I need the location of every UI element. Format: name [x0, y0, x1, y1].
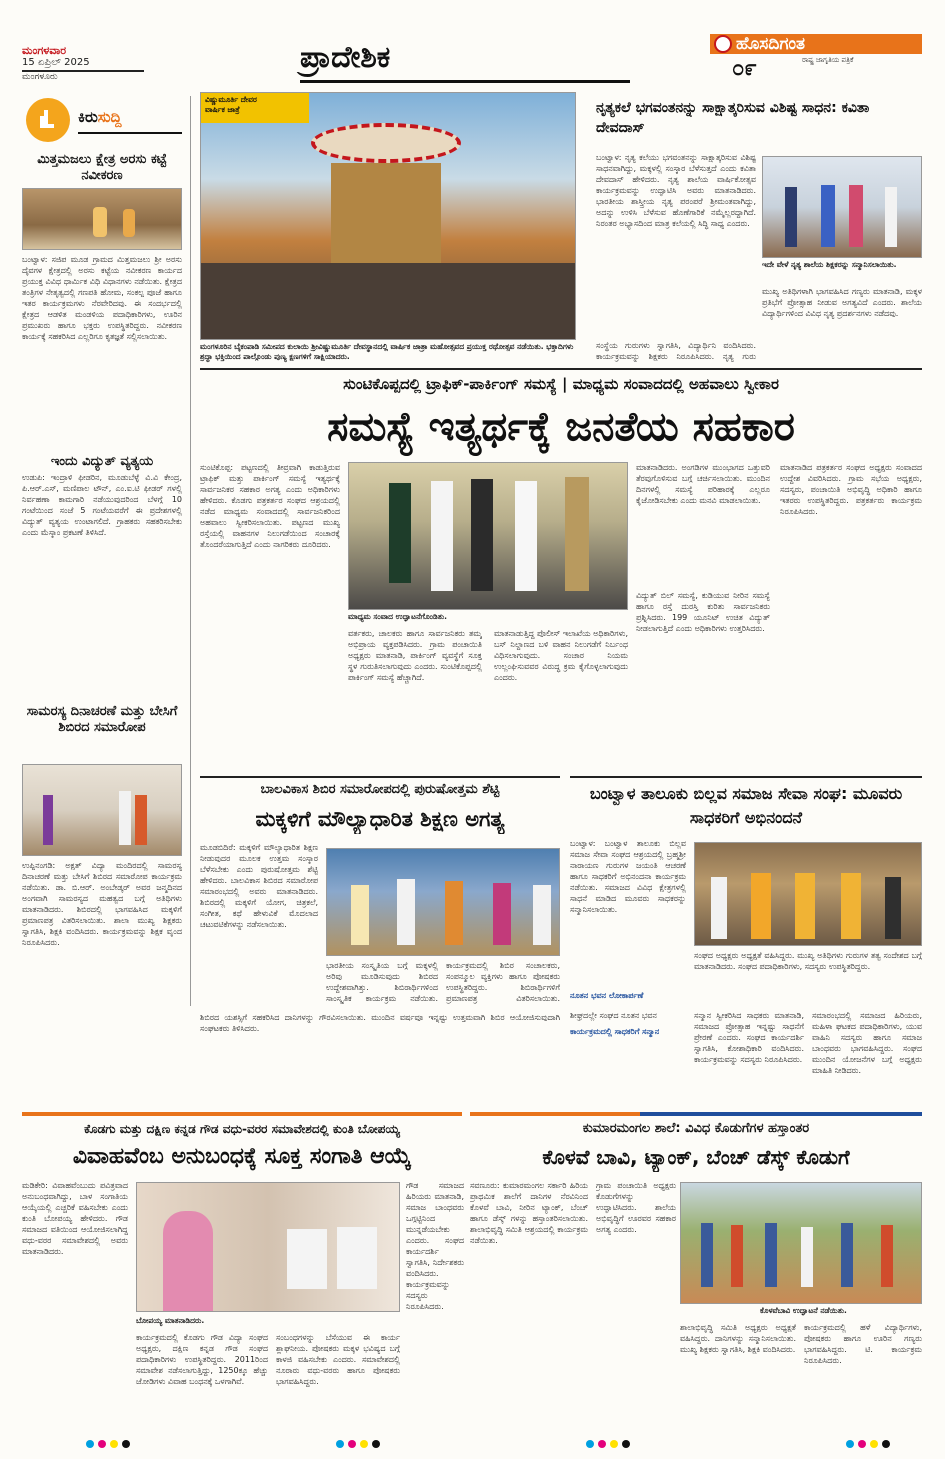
main-kicker: ಸುಂಟಿಕೊಪ್ಪದಲ್ಲಿ ಟ್ರಾಫಿಕ್-ಪಾರ್ಕಿಂಗ್ ಸಮಸ್ಯೆ | ಮಾಧ್ಯಮ ಸಂವಾದದಲ್ಲಿ ಅಹವಾಲು ಸ್ವೀಕಾರ	[343, 375, 779, 393]
day-label: ಮಂಗಳವಾರ	[22, 44, 67, 57]
school-col-2: ಗ್ರಾಮ ಪಂಚಾಯಿತಿ ಅಧ್ಯಕ್ಷರು ಕೊಡುಗೆಗಳನ್ನು ಉದ್ಘಾಟಿಸಿದರು. ಶಾಲೆಯ ಅಭಿವೃದ್ಧಿಗೆ ಊರವರ ಸಹಕಾರ ಅಗತ್ಯ ಎಂದರು.	[596, 1181, 676, 1234]
school-col-3: ಶಾಲಾಭಿವೃದ್ಧಿ ಸಮಿತಿ ಅಧ್ಯಕ್ಷರು ಅಧ್ಯಕ್ಷತೆ ವಹಿಸಿದ್ದರು. ದಾನಿಗಳನ್ನು ಸನ್ಮಾನಿಸಲಾಯಿತು. ಮುಖ್ಯ ಶಿಕ್ಷಕರು ಸ್ವಾಗತಿಸಿ, ಶಿಕ್ಷಕಿ ವಂದಿಸಿದರು.	[680, 1323, 796, 1354]
registration-dots-left	[86, 1440, 146, 1450]
school-photo	[680, 1182, 922, 1304]
main-col-extra	[200, 742, 922, 768]
dance-photo-caption: ಇದೇ ವೇಳೆ ನೃತ್ಯ ಶಾಲೆಯ ಶಿಕ್ಷಕರನ್ನು ಸನ್ಮಾನಿಸಲಾಯಿತು.	[762, 260, 897, 269]
school-col-1: ಸವಣೂರು: ಕುಮಾರಮಂಗಲ ಸರ್ಕಾರಿ ಹಿರಿಯ ಪ್ರಾಥಮಿಕ ಶಾಲೆಗೆ ದಾನಿಗಳ ನೆರವಿನಿಂದ ಕೊಳವೆ ಬಾವಿ, ನೀರಿನ ಟ್ಯಾಂಕ್, ಬೆಂಚ್ ಹಾಗೂ ಡೆಸ್ಕ್ ಗಳನ್ನು ಹಸ್ತಾಂತರಿಸಲಾಯಿತು. ಶಾಲಾಭಿವೃದ್ಧಿ ಸಮಿತಿ ಆಶ್ರಯದಲ್ಲಿ ಕಾರ್ಯಕ್ರಮ ನಡೆಯಿತು.	[470, 1181, 588, 1245]
masthead-rule	[300, 80, 630, 83]
school-col-4: ಕಾರ್ಯಕ್ರಮದಲ್ಲಿ ಹಳೆ ವಿದ್ಯಾರ್ಥಿಗಳು, ಪೋಷಕರು ಹಾಗೂ ಊರಿನ ಗಣ್ಯರು ಭಾಗವಹಿಸಿದ್ದರು. ಟಿ. ಕಾರ್ಯಕ್ರಮ ನಿರೂಪಿಸಿದರು.	[804, 1323, 922, 1365]
registration-dots-mid2	[586, 1440, 646, 1450]
billava-body-3: ಸನ್ಮಾನ ಸ್ವೀಕರಿಸಿದ ಸಾಧಕರು ಮಾತನಾಡಿ, ಸಮಾಜದ ಪ್ರೋತ್ಸಾಹ ಇನ್ನಷ್ಟು ಸಾಧನೆಗೆ ಪ್ರೇರಣೆ ಎಂದರು. ಸಂಘದ ಕಾರ್ಯದರ್ಶಿ ಸ್ವಾಗತಿಸಿ, ಕೋಶಾಧಿಕಾರಿ ವಂದಿಸಿದರು. ಕಾರ್ಯಕ್ರಮವನ್ನು ಸದಸ್ಯರು ನಿರೂಪಿಸಿದರು.	[694, 1011, 804, 1064]
billava-body-2: ಸಂಘದ ಅಧ್ಯಕ್ಷರು ಅಧ್ಯಕ್ಷತೆ ವಹಿಸಿದ್ದರು. ಮುಖ್ಯ ಅತಿಥಿಗಳು ಗುರುಗಳ ತತ್ವ ಸಂದೇಶದ ಬಗ್ಗೆ ಮಾತನಾಡಿದರು. ಸಂಘದ ಪದಾಧಿಕಾರಿಗಳು, ಸದಸ್ಯರು ಉಪಸ್ಥಿತರಿದ್ದರು.	[694, 951, 922, 971]
registration-dots-right	[846, 1440, 906, 1450]
page-number: ೦೯	[732, 56, 757, 81]
section-title: ಪ್ರಾದೇಶಿಕ	[300, 40, 391, 75]
brand-logo-icon	[714, 35, 732, 53]
camp-headline: ಮಕ್ಕಳಿಗೆ ಮೌಲ್ಯಾಧಾರಿತ ಶಿಕ್ಷಣ ಅಗತ್ಯ	[255, 807, 505, 831]
brief3-photo	[22, 764, 182, 856]
main-photo	[348, 462, 628, 610]
gowda-kicker: ಕೊಡಗು ಮತ್ತು ದಕ್ಷಿಣ ಕನ್ನಡ ಗೌಡ ವಧು-ವರರ ಸಮಾವೇಶದಲ್ಲಿ ಕುಂತಿ ಬೋಪಯ್ಯ	[84, 1122, 400, 1136]
gowda-col-1: ಮಡಿಕೇರಿ: ವಿವಾಹವೆಂಬುದು ಪವಿತ್ರವಾದ ಅನುಬಂಧವಾಗಿದ್ದು, ಬಾಳ ಸಂಗಾತಿಯ ಆಯ್ಕೆಯಲ್ಲಿ ಎಚ್ಚರಿಕೆ ವಹಿಸಬೇಕು ಎಂದು ಕುಂತಿ ಬೋಪಯ್ಯ ಹೇಳಿದರು. ಗೌಡ ಸಮಾಜದ ವತಿಯಿಂದ ಆಯೋಜಿಸಲಾಗಿದ್ದ ವಧು-ವರರ ಸಮಾವೇಶದಲ್ಲಿ ಅವರು ಮಾತನಾಡಿದರು.	[22, 1181, 128, 1256]
camp-photo	[326, 848, 560, 956]
brand-block	[710, 34, 922, 84]
city-label: ಮಂಗಳೂರು	[22, 72, 58, 82]
camp-col-1: ಮೂಡಬಿದಿರೆ: ಮಕ್ಕಳಿಗೆ ಮೌಲ್ಯಾಧಾರಿತ ಶಿಕ್ಷಣ ನೀಡುವುದರ ಮೂಲಕ ಉತ್ತಮ ಸಂಸ್ಕಾರ ಬೆಳೆಸಬೇಕು ಎಂದು ಪುರುಷೋತ್ತಮ ಶೆಟ್ಟಿ ಹೇಳಿದರು. ಬಾಲವಿಕಾಸ ಶಿಬಿರದ ಸಮಾರೋಪ ಸಮಾರಂಭದಲ್ಲಿ ಅವರು ಮಾತನಾಡಿದರು. ಶಿಬಿರದಲ್ಲಿ ಮಕ್ಕಳಿಗೆ ಯೋಗ, ಚಿತ್ರಕಲೆ, ಸಂಗೀತ, ಕಥೆ ಹೇಳುವಿಕೆ ಮೊದಲಾದ ಚಟುವಟಿಕೆಗಳನ್ನು ನಡೆಸಲಾಯಿತು.	[200, 843, 318, 929]
kirusuddi-label	[78, 108, 122, 126]
brief3-headline: ಸಾಮರಸ್ಯ ದಿನಾಚರಣೆ ಮತ್ತು ಬೇಸಿಗೆ ಶಿಬಿರದ ಸಮಾರೋಪ	[26, 704, 178, 735]
date-box	[22, 44, 142, 83]
billava-sub-1-detail: ಶೀಘ್ರದಲ್ಲೇ ಸಂಘದ ನೂತನ ಭವನ	[570, 1011, 657, 1020]
billava-top-rule	[570, 776, 922, 778]
dance-headline: ನೃತ್ಯಕಲೆ ಭಗವಂತನನ್ನು ಸಾಕ್ಷಾತ್ಕರಿಸುವ ವಿಶಿಷ್ಟ ಸಾಧನ: ಕವಿತಾ ದೇವದಾಸ್	[596, 100, 870, 136]
dance-body-1: ಬಂಟ್ವಾಳ: ನೃತ್ಯ ಕಲೆಯು ಭಗವಂತನನ್ನು ಸಾಕ್ಷಾತ್ಕರಿಸುವ ವಿಶಿಷ್ಟ ಸಾಧನವಾಗಿದ್ದು, ಮಕ್ಕಳಲ್ಲಿ ಸಂಸ್ಕಾರ ಬೆಳೆಸುತ್ತದೆ ಎಂದು ಕವಿತಾ ದೇವದಾಸ್ ಹೇಳಿದರು. ನೃತ್ಯ ಶಾಲೆಯ ವಾರ್ಷಿಕೋತ್ಸವ ಕಾರ್ಯಕ್ರಮವನ್ನು ಉದ್ಘಾಟಿಸಿ ಅವರು ಮಾತನಾಡಿದರು. ಭಾರತೀಯ ಶಾಸ್ತ್ರೀಯ ನೃತ್ಯ ಪರಂಪರೆ ಶ್ರೀಮಂತವಾಗಿದ್ದು, ಅದನ್ನು ಉಳಿಸಿ ಬೆಳೆಸುವ ಹೊಣೆಗಾರಿಕೆ ನಮ್ಮೆಲ್ಲರದ್ದಾಗಿದೆ. ನಿರಂತರ ಅಭ್ಯಾಸದಿಂದ ಮಾತ್ರ ಕಲೆಯಲ್ಲಿ ಸಿದ್ಧಿ ಸಾಧ್ಯ ಎಂದರು.	[596, 153, 756, 228]
billava-sub-1	[570, 990, 686, 1006]
jatre-tag-line2: ವಾರ್ಷಿಕ ಜಾತ್ರೆ	[205, 105, 240, 114]
brief2-body: ಉಡುಪಿ: ಇಂದ್ರಾಳಿ ಫೀಡರಿನ, ಮೂಡುಬೆಳ್ಳೆ ವಿ.ವಿ ಕೇಂದ್ರ, ಪಿ.ಆರ್.ಎಸ್, ಮಣಿಪಾಲ ಟೌನ್, ಎಂ.ಐ.ಟಿ ಫೀಡರ್ ಗಳಲ್ಲಿ ನಿರ್ವಹಣಾ ಕಾಮಗಾರಿ ನಡೆಯುವುದರಿಂದ ಬೆಳಗ್ಗೆ 10 ಗಂಟೆಯಿಂದ ಸಂಜೆ 5 ಗಂಟೆಯವರೆಗೆ ಈ ಪ್ರದೇಶಗಳಲ್ಲಿ ವಿದ್ಯುತ್ ವ್ಯತ್ಯಯ ಉಂಟಾಗಲಿದೆ. ಗ್ರಾಹಕರು ಸಹಕರಿಸಬೇಕು ಎಂದು ಮೆಸ್ಕಾಂ ಪ್ರಕಟಣೆ ತಿಳಿಸಿದೆ.	[22, 473, 182, 537]
main-headline: ಸಮಸ್ಯೆ ಇತ್ಯರ್ಥಕ್ಕೆ ಜನತೆಯ ಸಹಕಾರ	[327, 404, 795, 450]
jatre-photo	[200, 92, 576, 340]
bottom-blue-rule-right	[640, 1112, 922, 1116]
bottom-orange-rule-left	[22, 1112, 462, 1116]
gowda-col-4: ಗೌಡ ಸಮಾಜದ ಹಿರಿಯರು ಮಾತನಾಡಿ, ಸಮಾಜ ಬಾಂಧವರು ಒಗ್ಗಟ್ಟಿನಿಂದ ಮುನ್ನಡೆಯಬೇಕು ಎಂದರು. ಸಂಘದ ಕಾರ್ಯದರ್ಶಿ ಸ್ವಾಗತಿಸಿ, ನಿರ್ದೇಶಕರು ವಂದಿಸಿದರು. ಕಾರ್ಯಕ್ರಮವನ್ನು ಸದಸ್ಯರು ನಿರೂಪಿಸಿದರು.	[406, 1181, 464, 1311]
school-headline: ಕೊಳವೆ ಬಾವಿ, ಟ್ಯಾಂಕ್, ಬೆಂಚ್ ಡೆಸ್ಕ್ ಕೊಡುಗೆ	[542, 1145, 850, 1169]
main-photo-caption: ಮಾಧ್ಯಮ ಸಂವಾದ ಉದ್ಘಾಟನೆಗೊಂಡಿತು.	[348, 612, 447, 621]
registration-dots-mid	[336, 1440, 396, 1450]
gowda-col-2: ಕಾರ್ಯಕ್ರಮದಲ್ಲಿ ಕೊಡಗು ಗೌಡ ವಿದ್ಯಾ ಸಂಘದ ಅಧ್ಯಕ್ಷರು, ದಕ್ಷಿಣ ಕನ್ನಡ ಗೌಡ ಸಂಘದ ಪದಾಧಿಕಾರಿಗಳು ಉಪಸ್ಥಿತರಿದ್ದರು. 2011ರಿಂದ ಸಮಾವೇಶ ನಡೆಸಲಾಗುತ್ತಿದ್ದು, 1250ಕ್ಕೂ ಹೆಚ್ಚು ಜೋಡಿಗಳು ವಿವಾಹ ಬಂಧನಕ್ಕೆ ಒಳಗಾಗಿವೆ.	[136, 1333, 268, 1386]
gowda-headline: ವಿವಾಹವೆಂಬ ಅನುಬಂಧಕ್ಕೆ ಸೂಕ್ತ ಸಂಗಾತಿ ಆಯ್ಕೆ	[72, 1144, 412, 1169]
billava-sub-1-label: ನೂತನ ಭವನ ಲೋಕಾರ್ಪಣೆ	[570, 991, 644, 1000]
kiru-text: ಕಿರು	[78, 108, 98, 126]
school-photo-caption: ಕೊಳವೆಬಾವಿ ಉದ್ಘಾಟನೆ ನಡೆಯಿತು.	[760, 1306, 847, 1315]
billava-sub-2	[570, 1026, 686, 1050]
main-top-rule	[200, 368, 922, 370]
left-column-divider	[190, 96, 191, 1006]
main-col-6: ಮಾತನಾಡಿದ ಪತ್ರಕರ್ತರ ಸಂಘದ ಅಧ್ಯಕ್ಷರು ಸಂವಾದದ ಉದ್ದೇಶ ವಿವರಿಸಿದರು. ಗ್ರಾಮ ಸಭೆಯ ಅಧ್ಯಕ್ಷರು, ಸದಸ್ಯರು, ಪಂಚಾಯಿತಿ ಅಭಿವೃದ್ಧಿ ಅಧಿಕಾರಿ ಹಾಗೂ ಇತರರು ಉಪಸ್ಥಿತರಿದ್ದರು. ಪತ್ರಕರ್ತರು ಕಾರ್ಯಕ್ರಮ ನಿರೂಪಿಸಿದರು.	[780, 463, 922, 516]
kirusuddi-rule	[78, 132, 182, 134]
camp-top-rule	[200, 776, 560, 778]
jatre-tag	[201, 93, 309, 123]
main-col-5: ವಿದ್ಯುತ್ ಬಿಲ್ ಸಮಸ್ಯೆ, ಕುಡಿಯುವ ನೀರಿನ ಸಮಸ್ಯೆ ಹಾಗೂ ರಸ್ತೆ ದುರಸ್ತಿ ಕುರಿತು ಸಾರ್ವಜನಿಕರು ಪ್ರಶ್ನಿಸಿದರು. 199 ಯೂನಿಟ್ ಉಚಿತ ವಿದ್ಯುತ್ ನೀಡಲಾಗುತ್ತಿದೆ ಎಂದು ಅಧಿಕಾರಿಗಳು ಉತ್ತರಿಸಿದರು.	[636, 591, 770, 633]
jatre-caption: ಮಂಗಳೂರಿನ ಬೈಕಂಪಾಡಿ ಸಮೀಪದ ಕುಲಾಯಿ ಶ್ರೀವಿಷ್ಣುಮೂರ್ತಿ ದೇವಸ್ಥಾನದಲ್ಲಿ ವಾರ್ಷಿಕ ಜಾತ್ರಾ ಮಹೋತ್ಸವದ ಪ್ರಯುಕ್ತ ರಥೋತ್ಸವ ನಡೆಯಿತು. ಭಕ್ತಾದಿಗಳು ಶ್ರದ್ಧಾ ಭಕ್ತಿಯಿಂದ ಪಾಲ್ಗೊಂಡು ಪುಣ್ಯ ಕ್ಷಣಗಳಿಗೆ ಸಾಕ್ಷಿಯಾದರು.	[200, 342, 574, 361]
main-col-4: ಮಾತನಾಡಿದರು. ಅಂಗಡಿಗಳ ಮುಂಭಾಗದ ಒತ್ತುವರಿ ತೆರವುಗೊಳಿಸುವ ಬಗ್ಗೆ ಚರ್ಚಿಸಲಾಯಿತು. ಮುಂದಿನ ದಿನಗಳಲ್ಲಿ ಸಮಸ್ಯೆ ಪರಿಹಾರಕ್ಕೆ ಎಲ್ಲರೂ ಕೈಜೋಡಿಸಬೇಕು ಎಂದು ಮನವಿ ಮಾಡಲಾಯಿತು.	[636, 463, 770, 505]
camp-col-3: ಕಾರ್ಯಕ್ರಮದಲ್ಲಿ ಶಿಬಿರ ಸಂಚಾಲಕರು, ಸಂಪನ್ಮೂಲ ವ್ಯಕ್ತಿಗಳು ಹಾಗೂ ಪೋಷಕರು ಉಪಸ್ಥಿತರಿದ್ದರು. ಶಿಬಿರಾರ್ಥಿಗಳಿಗೆ ಪ್ರಮಾಣಪತ್ರ ವಿತರಿಸಲಾಯಿತು.	[446, 961, 560, 1003]
school-kicker: ಕುಮಾರಮಂಗಲ ಶಾಲೆ: ವಿವಿಧ ಕೊಡುಗೆಗಳ ಹಸ್ತಾಂತರ	[582, 1121, 810, 1136]
brief1-headline: ಮಿತ್ತಮಜಲು ಕ್ಷೇತ್ರ ಅರಸು ಕಟ್ಟೆ ನವೀಕರಣ	[37, 152, 167, 183]
date-divider	[22, 70, 144, 72]
billava-body-4: ಸಮಾರಂಭದಲ್ಲಿ ಸಮಾಜದ ಹಿರಿಯರು, ಮಹಿಳಾ ಘಟಕದ ಪದಾಧಿಕಾರಿಗಳು, ಯುವ ವಾಹಿನಿ ಸದಸ್ಯರು ಹಾಗೂ ಸಮಾಜ ಬಾಂಧವರು ಭಾಗವಹಿಸಿದ್ದರು. ಸಂಘದ ಮುಂದಿನ ಯೋಜನೆಗಳ ಬಗ್ಗೆ ಅಧ್ಯಕ್ಷರು ಮಾಹಿತಿ ನೀಡಿದರು.	[812, 1011, 922, 1075]
main-col-2: ವರ್ತಕರು, ಚಾಲಕರು ಹಾಗೂ ಸಾರ್ವಜನಿಕರು ತಮ್ಮ ಅಭಿಪ್ರಾಯ ವ್ಯಕ್ತಪಡಿಸಿದರು. ಗ್ರಾಮ ಪಂಚಾಯಿತಿ ಅಧ್ಯಕ್ಷರು ಮಾತನಾಡಿ, ಪಾರ್ಕಿಂಗ್ ವ್ಯವಸ್ಥೆಗೆ ಸೂಕ್ತ ಸ್ಥಳ ಗುರುತಿಸಲಾಗುವುದು ಎಂದರು. ಸುಂಟಿಕೊಪ್ಪದಲ್ಲಿ ಪಾರ್ಕಿಂಗ್ ಸಮಸ್ಯೆ ಹೆಚ್ಚಾಗಿದೆ.	[348, 629, 482, 682]
camp-kicker: ಬಾಲವಿಕಾಸ ಶಿಬಿರ ಸಮಾರೋಪದಲ್ಲಿ ಪುರುಷೋತ್ತಮ ಶೆಟ್ಟಿ	[260, 782, 500, 797]
gowda-photo-caption: ಬೋಪಯ್ಯ ಮಾತನಾಡಿದರು.	[136, 1316, 205, 1325]
billava-headline: ಬಂಟ್ವಾಳ ತಾಲೂಕು ಬಿಲ್ಲವ ಸಮಾಜ ಸೇವಾ ಸಂಘ: ಮೂವರು ಸಾಧಕರಿಗೆ ಅಭಿನಂದನೆ	[589, 784, 903, 827]
masthead	[0, 0, 945, 92]
kirusuddi-column	[22, 96, 182, 816]
dance-body-2: ಮುಖ್ಯ ಅತಿಥಿಗಳಾಗಿ ಭಾಗವಹಿಸಿದ ಗಣ್ಯರು ಮಾತನಾಡಿ, ಮಕ್ಕಳ ಪ್ರತಿಭೆಗೆ ಪ್ರೋತ್ಸಾಹ ನೀಡುವ ಅಗತ್ಯವಿದೆ ಎಂದರು. ಶಾಲೆಯ ವಿದ್ಯಾರ್ಥಿಗಳಿಂದ ವಿವಿಧ ನೃತ್ಯ ಪ್ರದರ್ಶನಗಳು ನಡೆದವು.	[762, 287, 922, 318]
hand-icon	[26, 98, 70, 142]
billava-body-1: ಬಂಟ್ವಾಳ: ಬಂಟ್ವಾಳ ತಾಲೂಕು ಬಿಲ್ಲವ ಸಮಾಜ ಸೇವಾ ಸಂಘದ ಆಶ್ರಯದಲ್ಲಿ ಬ್ರಹ್ಮಶ್ರೀ ನಾರಾಯಣ ಗುರುಗಳ ಜಯಂತಿ ಆಚರಣೆ ಹಾಗೂ ಸಾಧಕರಿಗೆ ಅಭಿನಂದನಾ ಕಾರ್ಯಕ್ರಮ ನಡೆಯಿತು. ಸಮಾಜದ ವಿವಿಧ ಕ್ಷೇತ್ರಗಳಲ್ಲಿ ಸಾಧನೆ ಮಾಡಿದ ಮೂವರು ಸಾಧಕರನ್ನು ಸನ್ಮಾನಿಸಲಾಯಿತು.	[570, 839, 686, 914]
main-col-1: ಸುಂಟಿಕೊಪ್ಪ: ಪಟ್ಟಣದಲ್ಲಿ ತೀವ್ರವಾಗಿ ಕಾಡುತ್ತಿರುವ ಟ್ರಾಫಿಕ್ ಮತ್ತು ಪಾರ್ಕಿಂಗ್ ಸಮಸ್ಯೆ ಇತ್ಯರ್ಥಕ್ಕೆ ಸಾರ್ವಜನಿಕರ ಸಹಕಾರ ಅಗತ್ಯ ಎಂದು ಅಧಿಕಾರಿಗಳು ಹೇಳಿದರು. ಕೊಡಗು ಪತ್ರಕರ್ತರ ಸಂಘದ ಆಶ್ರಯದಲ್ಲಿ ನಡೆದ ಮಾಧ್ಯಮ ಸಂವಾದದಲ್ಲಿ ಸಾರ್ವಜನಿಕರಿಂದ ಅಹವಾಲು ಸ್ವೀಕರಿಸಲಾಯಿತು. ಪಟ್ಟಣದ ಮುಖ್ಯ ರಸ್ತೆಯಲ್ಲಿ ವಾಹನಗಳ ನಿಲುಗಡೆಯಿಂದ ಸಂಚಾರಕ್ಕೆ ತೊಂದರೆಯಾಗುತ್ತಿದೆ ಎಂದು ನಾಗರಿಕರು ದೂರಿದರು.	[200, 463, 340, 549]
kirusuddi-header	[22, 96, 182, 146]
suddi-text: ಸುದ್ದಿ	[97, 108, 122, 126]
camp-col-2: ಭಾರತೀಯ ಸಂಸ್ಕೃತಿಯ ಬಗ್ಗೆ ಮಕ್ಕಳಲ್ಲಿ ಅರಿವು ಮೂಡಿಸುವುದು ಶಿಬಿರದ ಉದ್ದೇಶವಾಗಿತ್ತು. ಶಿಬಿರಾರ್ಥಿಗಳಿಂದ ಸಾಂಸ್ಕೃತಿಕ ಕಾರ್ಯಕ್ರಮ ನಡೆಯಿತು.	[326, 961, 438, 1003]
gowda-col-3: ಸಂಬಂಧಗಳನ್ನು ಬೆಸೆಯುವ ಈ ಕಾರ್ಯ ಶ್ಲಾಘನೀಯ. ಪೋಷಕರು ಮಕ್ಕಳ ಭವಿಷ್ಯದ ಬಗ್ಗೆ ಕಾಳಜಿ ವಹಿಸಬೇಕು ಎಂದರು. ಸಮಾವೇಶದಲ್ಲಿ ನೂರಾರು ವಧು-ವರರು ಹಾಗೂ ಪೋಷಕರು ಭಾಗವಹಿಸಿದ್ದರು.	[276, 1333, 400, 1386]
dance-body-3: ಸಂಸ್ಥೆಯ ಗುರುಗಳು ಸ್ವಾಗತಿಸಿ, ವಿದ್ಯಾರ್ಥಿನಿ ವಂದಿಸಿದರು. ಕಾರ್ಯಕ್ರಮವನ್ನು ಶಿಕ್ಷಕರು ನಿರೂಪಿಸಿದರು. ನೃತ್ಯ ಗುರು	[596, 341, 756, 361]
brand-tagline: ರಾಷ್ಟ್ರ ಜಾಗೃತಿಯ ಪತ್ರಿಕೆ	[802, 56, 854, 64]
camp-col-4: ಶಿಬಿರದ ಯಶಸ್ಸಿಗೆ ಸಹಕರಿಸಿದ ದಾನಿಗಳನ್ನು ಗೌರವಿಸಲಾಯಿತು. ಮುಂದಿನ ವರ್ಷವೂ ಇನ್ನಷ್ಟು ಉತ್ತಮವಾಗಿ ಶಿಬಿರ ಆಯೋಜಿಸುವುದಾಗಿ ಸಂಘಟಕರು ತಿಳಿಸಿದರು.	[200, 1013, 560, 1033]
dance-photo	[762, 156, 922, 258]
gowda-photo	[136, 1182, 400, 1312]
brief1-photo	[22, 188, 182, 250]
billava-sub-2-label: ಕಾರ್ಯಕ್ರಮದಲ್ಲಿ ಸಾಧಕರಿಗೆ ಸನ್ಮಾನ	[570, 1027, 660, 1036]
brief1-body: ಬಂಟ್ವಾಳ: ಸಜಿಪ ಮೂಡ ಗ್ರಾಮದ ಮಿತ್ತಮಜಲು ಶ್ರೀ ಅರಸು ದೈವಗಳ ಕ್ಷೇತ್ರದಲ್ಲಿ ಅರಸು ಕಟ್ಟೆಯ ನವೀಕರಣ ಕಾರ್ಯದ ಪ್ರಯುಕ್ತ ವಿವಿಧ ಧಾರ್ಮಿಕ ವಿಧಿ ವಿಧಾನಗಳು ನಡೆಯಿತು. ಕ್ಷೇತ್ರದ ತಂತ್ರಿಗಳ ನೇತೃತ್ವದಲ್ಲಿ ಗಣಪತಿ ಹೋಮ, ಸಂಕಲ್ಪ ಪೂಜೆ ಹಾಗೂ ಇತರ ಕಾರ್ಯಕ್ರಮಗಳು ನೆರವೇರಿದವು. ಈ ಸಂದರ್ಭದಲ್ಲಿ ಕ್ಷೇತ್ರದ ಆಡಳಿತ ಮಂಡಳಿಯ ಪದಾಧಿಕಾರಿಗಳು, ಊರಿನ ಪ್ರಮುಖರು ಹಾಗೂ ಭಕ್ತರು ಉಪಸ್ಥಿತರಿದ್ದರು. ನವೀಕರಣ ಕಾರ್ಯಕ್ಕೆ ಸಹಕರಿಸಿದ ಎಲ್ಲರಿಗೂ ಕೃತಜ್ಞತೆ ಸಲ್ಲಿಸಲಾಯಿತು.	[22, 255, 182, 341]
date-label: 15 ಏಪ್ರಿಲ್ 2025	[22, 57, 90, 68]
main-col-3: ಮಾತನಾಡುತ್ತಿದ್ದ ಪೊಲೀಸ್ ಇಲಾಖೆಯ ಅಧಿಕಾರಿಗಳು, ಬಸ್ ನಿಲ್ದಾಣದ ಬಳಿ ವಾಹನ ನಿಲುಗಡೆಗೆ ನಿರ್ಬಂಧ ವಿಧಿಸಲಾಗುವುದು. ಸಂಚಾರ ನಿಯಮ ಉಲ್ಲಂಘಿಸುವವರ ವಿರುದ್ಧ ಕ್ರಮ ಕೈಗೊಳ್ಳಲಾಗುವುದು ಎಂದರು.	[494, 629, 628, 682]
brief3-body: ಉಪ್ಪಿನಂಗಡಿ: ಅಕ್ಷತ್ ವಿದ್ಯಾ ಮಂದಿರದಲ್ಲಿ ಸಾಮರಸ್ಯ ದಿನಾಚರಣೆ ಮತ್ತು ಬೇಸಿಗೆ ಶಿಬಿರದ ಸಮಾರೋಪ ಕಾರ್ಯಕ್ರಮ ನಡೆಯಿತು. ಡಾ. ಬಿ.ಆರ್. ಅಂಬೇಡ್ಕರ್ ಅವರ ಜನ್ಮದಿನದ ಅಂಗವಾಗಿ ಸಾಮರಸ್ಯದ ಮಹತ್ವದ ಬಗ್ಗೆ ಅತಿಥಿಗಳು ಮಾತನಾಡಿದರು. ಶಿಬಿರದಲ್ಲಿ ಭಾಗವಹಿಸಿದ ಮಕ್ಕಳಿಗೆ ಪ್ರಮಾಣಪತ್ರ ವಿತರಿಸಲಾಯಿತು. ಶಾಲಾ ಮುಖ್ಯ ಶಿಕ್ಷಕರು ಸ್ವಾಗತಿಸಿ, ಶಿಕ್ಷಕಿ ವಂದಿಸಿದರು. ಕಾರ್ಯಕ್ರಮವನ್ನು ಶಿಕ್ಷಕ ವೃಂದ ನಿರೂಪಿಸಿದರು.	[22, 861, 182, 947]
brand-name: ಹೊಸದಿಗಂತ	[736, 34, 806, 54]
billava-photo	[694, 842, 922, 946]
brief2-headline: ಇಂದು ವಿದ್ಯುತ್ ವ್ಯತ್ಯಯ	[50, 454, 154, 469]
jatre-tag-line1: ವಿಷ್ಣುಮೂರ್ತಿ ದೇವರ	[205, 95, 257, 104]
